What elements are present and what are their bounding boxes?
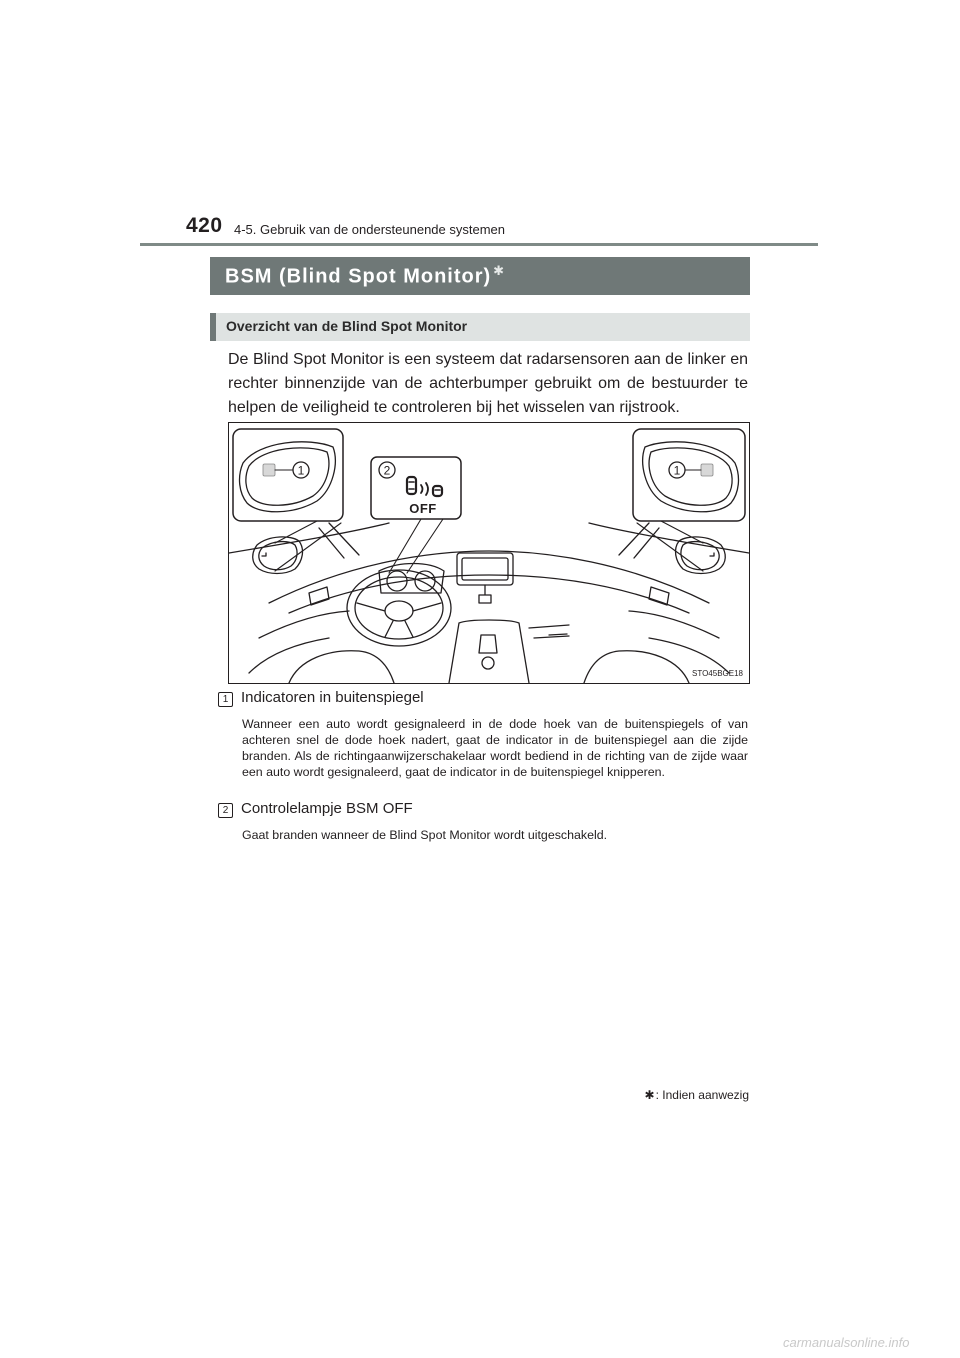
callout-right-label: 1 (673, 463, 681, 478)
left-mirror-small (253, 537, 303, 574)
roof-line-left (229, 523, 389, 553)
item-number-badge: 1 (218, 692, 233, 707)
intro-paragraph: De Blind Spot Monitor is een systeem dat radarsensoren aan de linker en rechter binnenzijde van de achterbumper gebruikt om de bestuurder te helpen de veiligheid te controleren bij het wisselen van rijstrook. (228, 351, 748, 416)
callout-left-label: 1 (297, 463, 305, 478)
footnote-text: : Indien aanwezig (655, 1088, 749, 1102)
asterisk-icon: ✱ (493, 263, 506, 278)
item-body: Wanneer een auto wordt gesignaleerd in de dode hoek van de buitenspiegels of van achteren snel de dode hoek nadert, gaat de indicator in de buitenspiegel aan die zijde branden. Als de richtingaanwijzerschakelaar wordt bediend in de richting van de zijde waar een auto wordt gesignaleerd, gaat de indicator in de buitenspiegel knipperen. (242, 717, 748, 779)
callout-center-label: 2 (383, 463, 391, 478)
bsm-off-callout (371, 457, 461, 573)
dashboard-illustration (228, 422, 750, 684)
figure-code: STO45BGE18 (692, 669, 743, 678)
item-title: Indicatoren in buitenspiegel (241, 689, 424, 706)
page-number: 420 (186, 214, 223, 237)
subsection-title: Overzicht van de Blind Spot Monitor (210, 313, 750, 341)
off-label: OFF (409, 501, 437, 516)
section-title: BSM (Blind Spot Monitor) (225, 265, 492, 288)
asterisk-icon: ✱ (644, 1088, 655, 1102)
watermark: carmanualsonline.info (783, 1335, 910, 1350)
item-number-badge: 2 (218, 803, 233, 818)
item-title: Controlelampje BSM OFF (241, 800, 413, 817)
item-body: Gaat branden wanneer de Blind Spot Monitor wordt uitgeschakeld. (242, 828, 608, 842)
header-divider (140, 243, 818, 246)
section-title-bar (210, 257, 750, 295)
footnote (645, 1088, 749, 1102)
right-mirror-small (676, 537, 726, 574)
section-reference: 4-5. Gebruik van de ondersteunende systemen (234, 222, 506, 237)
